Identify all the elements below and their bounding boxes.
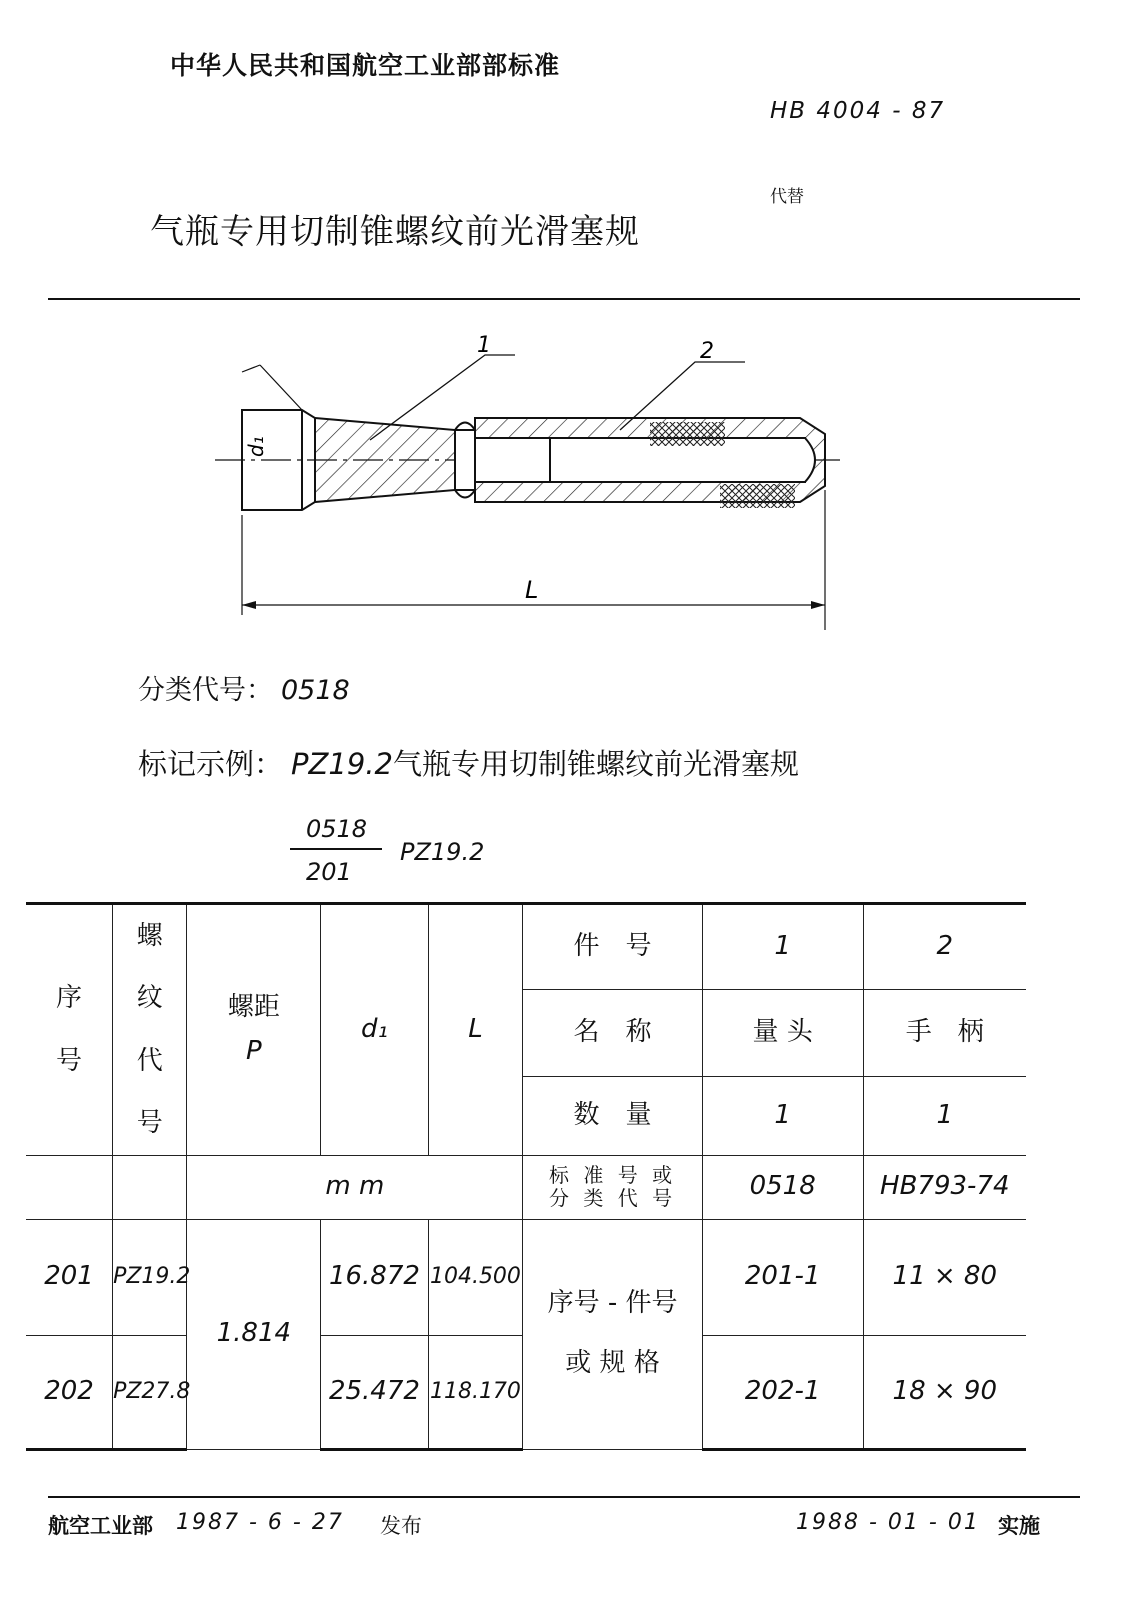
header-d1: d₁ — [321, 904, 428, 1156]
header-pitch: 螺距 P — [187, 904, 321, 1156]
standard-number: HB 4004 - 87 — [770, 98, 946, 124]
row-L: 104.500 — [428, 1219, 523, 1335]
footer-divider — [48, 1496, 1080, 1498]
marking-example-line — [138, 742, 799, 783]
name-1: 量 头 — [702, 990, 863, 1076]
row-part-1: 202-1 — [702, 1335, 863, 1449]
header-seq: 序号 — [26, 904, 113, 1156]
header-L: L — [428, 904, 523, 1156]
marking-model: PZ19.2 — [291, 747, 393, 781]
header-standard: 标 准 号 或 分 类 代 号 — [523, 1155, 702, 1219]
std-1: 0518 — [702, 1155, 863, 1219]
header-thread-code: 螺纹代号 — [113, 904, 187, 1156]
dim-L: L — [525, 576, 539, 604]
marking-name: 气瓶专用切制锥螺纹前光滑塞规 — [392, 747, 799, 781]
document-title: 气瓶专用切制锥螺纹前光滑塞规 — [150, 212, 640, 252]
row-thread-code: PZ19.2 — [113, 1219, 187, 1335]
row-seq: 201 — [26, 1219, 113, 1335]
row-part-1: 201-1 — [702, 1219, 863, 1335]
marking-label: 标记示例： — [138, 747, 284, 781]
row-part-2: 18 × 90 — [863, 1335, 1026, 1449]
header-part-no: 件 号 — [523, 904, 702, 990]
part-no-2: 2 — [863, 904, 1026, 990]
fraction-model: PZ19.2 — [400, 838, 485, 866]
callout-2: 2 — [700, 339, 714, 364]
header-qty: 数 量 — [523, 1076, 702, 1155]
fraction-denominator: 201 — [306, 858, 352, 886]
effective-word: 实施 — [998, 1514, 1040, 1538]
row-d1: 25.472 — [321, 1335, 428, 1449]
row-d1: 16.872 — [321, 1219, 428, 1335]
row-seq: 202 — [26, 1335, 113, 1449]
issuing-organization: 中华人民共和国航空工业部部标准 — [170, 51, 561, 80]
publisher: 航空工业部 — [48, 1514, 153, 1538]
table-row — [26, 1219, 1026, 1335]
header-divider — [48, 298, 1080, 300]
pitch-value: 1.814 — [187, 1219, 321, 1449]
callout-1: 1 — [477, 333, 491, 358]
tapered-body — [315, 418, 455, 502]
qty-1: 1 — [702, 1076, 863, 1155]
classification-line — [138, 668, 350, 707]
publish-date: 1987 - 6 - 27 — [176, 1510, 344, 1535]
unit-label: m m — [187, 1155, 523, 1219]
publish-word: 发布 — [380, 1514, 422, 1538]
dim-d1: d₁ — [244, 436, 268, 457]
classification-code: 0518 — [281, 675, 350, 706]
std-2: HB793-74 — [863, 1155, 1026, 1219]
row-part-2: 11 × 80 — [863, 1219, 1026, 1335]
effective-date: 1988 - 01 - 01 — [796, 1510, 980, 1535]
qty-2: 1 — [863, 1076, 1026, 1155]
fraction-numerator: 0518 — [306, 815, 368, 843]
plug-gauge-drawing — [200, 330, 900, 660]
row-L: 118.170 — [428, 1335, 523, 1449]
replaces-label: 代替 — [770, 187, 804, 207]
part-no-1: 1 — [702, 904, 863, 990]
specification-table — [26, 902, 1026, 1451]
header-name: 名 称 — [523, 990, 702, 1076]
fraction-bar — [290, 848, 382, 850]
header-spec: 序号 - 件号 或 规 格 — [523, 1219, 702, 1449]
row-thread-code: PZ27.8 — [113, 1335, 187, 1449]
name-2: 手 柄 — [863, 990, 1026, 1076]
classification-label: 分类代号： — [138, 675, 273, 706]
